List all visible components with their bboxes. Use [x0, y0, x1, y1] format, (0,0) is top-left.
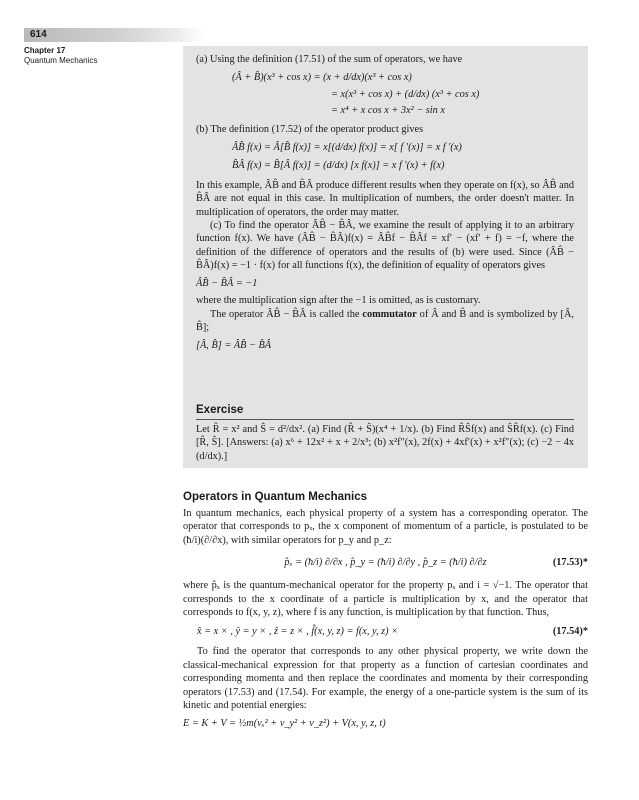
chapter-title: Quantum Mechanics [24, 56, 98, 65]
equation-17-53-row [183, 553, 588, 573]
equation-17-53-number: (17.53)* [552, 557, 588, 569]
paragraph-example-result: In this example, ÂB̂ and B̂Â produce different results when they operate on f(x), so ÂB̂ and B̂Â are not equal in this case. In multiplication of numbers, the order doesn't matter. In multiplication of operators, the order may matter. [196, 179, 574, 218]
paragraph-position-operator: where p̂ₓ is the quantum-mechanical operator for the property pₓ and i = √−1. The operator that corresponds to the x coordinate of a particle is multiplication by x, and the operator that corresponds to f(x, y, z), where f is any function, is multiplication by that function. Thus, [183, 580, 588, 619]
paragraph-operators-intro: In quantum mechanics, each physical property of a system has a corresponding operator. The operator that corresponds to pₓ, the x component of momentum of a particle, is postulated to be (ħ/i)(∂/∂x), with similar operators for p_y and p_z: [183, 508, 588, 546]
chapter-heading [24, 46, 97, 66]
exercise-text: Let R̂ = x² and Ŝ = d²/dx². (a) Find (R̂ + Ŝ)(x⁴ + 1/x). (b) Find R̂Ŝf(x) and ŜR̂f(x). (c) Find [R̂, Ŝ]. [Answers: (a) x⁶ + 12x² + x + 2/x³; (b) x²f″(x), 2f(x) + 4xf′(x) + x²f″(x); (c) −2 − 4x (d/dx).] [196, 424, 574, 462]
equation-a3: = x⁴ + x cos x + 3x² − sin x [331, 105, 445, 117]
page-number: 614 [30, 29, 47, 40]
equation-a1: (Â + B̂)(x³ + cos x) = (x + d/dx)(x³ + cos x) [232, 72, 412, 84]
paragraph-part-c: (c) To find the operator ÂB̂ − B̂Â, we examine the result of applying it to an arbitrary function f(x). We have (ÂB̂ − B̂Â)f(x) = ÂB̂f − B̂Âf = xf′ − (xf′ + f) = −f, where the definition of the difference of operators and the results of (b) were used. Since (ÂB̂ − B̂Â)f(x) = −1 · f(x) for all functions f(x), the definition of equality of operators gives [196, 220, 574, 272]
paragraph-finding-operators: To find the operator that corresponds to any other physical property, we write down the classical-mechanical expression for that property as a function of cartesian coordinates and corresponding momenta and then replace the coordinates and momenta by their corresponding operators (17.53) and (17.54). For example, the energy of a one-particle system is the sum of its kinetic and potential energies: [183, 646, 588, 712]
exercise-rule [196, 419, 574, 420]
paragraph-multiplication-sign: where the multiplication sign after the −1 is omitted, as is customary. [196, 295, 481, 307]
equation-b1: ÂB̂ f(x) = Â[B̂ f(x)] = x[(d/dx) f(x)] = x[ f ′(x)] = x f ′(x) [232, 142, 462, 154]
equation-commutator: [Â, B̂] = ÂB̂ − B̂Â [196, 340, 272, 352]
equation-a2: = x(x³ + cos x) + (d/dx) (x³ + cos x) [331, 88, 480, 100]
equation-energy: E = K + V = ½m(vₓ² + v_y² + v_z²) + V(x, y, z, t) [183, 718, 386, 730]
equation-17-54: x̂ = x × , ŷ = y × , ẑ = z × , f̂(x, y, z) = f(x, y, z) × [197, 626, 399, 638]
chapter-label: Chapter 17 [24, 46, 66, 55]
equation-c: ÂB̂ − B̂Â = −1 [196, 277, 258, 289]
example-content [196, 53, 574, 353]
paragraph-commutator: The operator ÂB̂ − B̂Â is called the commutator of Â and B̂ and is symbolized by [Â, B̂]; [196, 308, 574, 333]
equation-17-54-number: (17.54)* [552, 626, 588, 638]
commutator-term: commutator [362, 308, 417, 320]
part-b-intro: (b) The definition (17.52) of the operator product gives [196, 123, 424, 135]
part-a-intro: (a) Using the definition (17.51) of the sum of operators, we have [196, 54, 463, 65]
exercise-title: Exercise [196, 404, 244, 416]
exercise-content [196, 423, 574, 463]
page-number-bar [24, 28, 204, 42]
equation-17-53: p̂ₓ = (ħ/i) ∂/∂x , p̂_y = (ħ/i) ∂/∂y , p̂_z = (ħ/i) ∂/∂z [284, 557, 487, 569]
equation-b2: B̂Â f(x) = B̂[Â f(x)] = (d/dx) [x f(x)] = x f ′(x) + f(x) [232, 160, 445, 172]
section-content [183, 507, 588, 731]
section-title: Operators in Quantum Mechanics [183, 491, 368, 503]
equation-17-54-row [183, 624, 588, 640]
